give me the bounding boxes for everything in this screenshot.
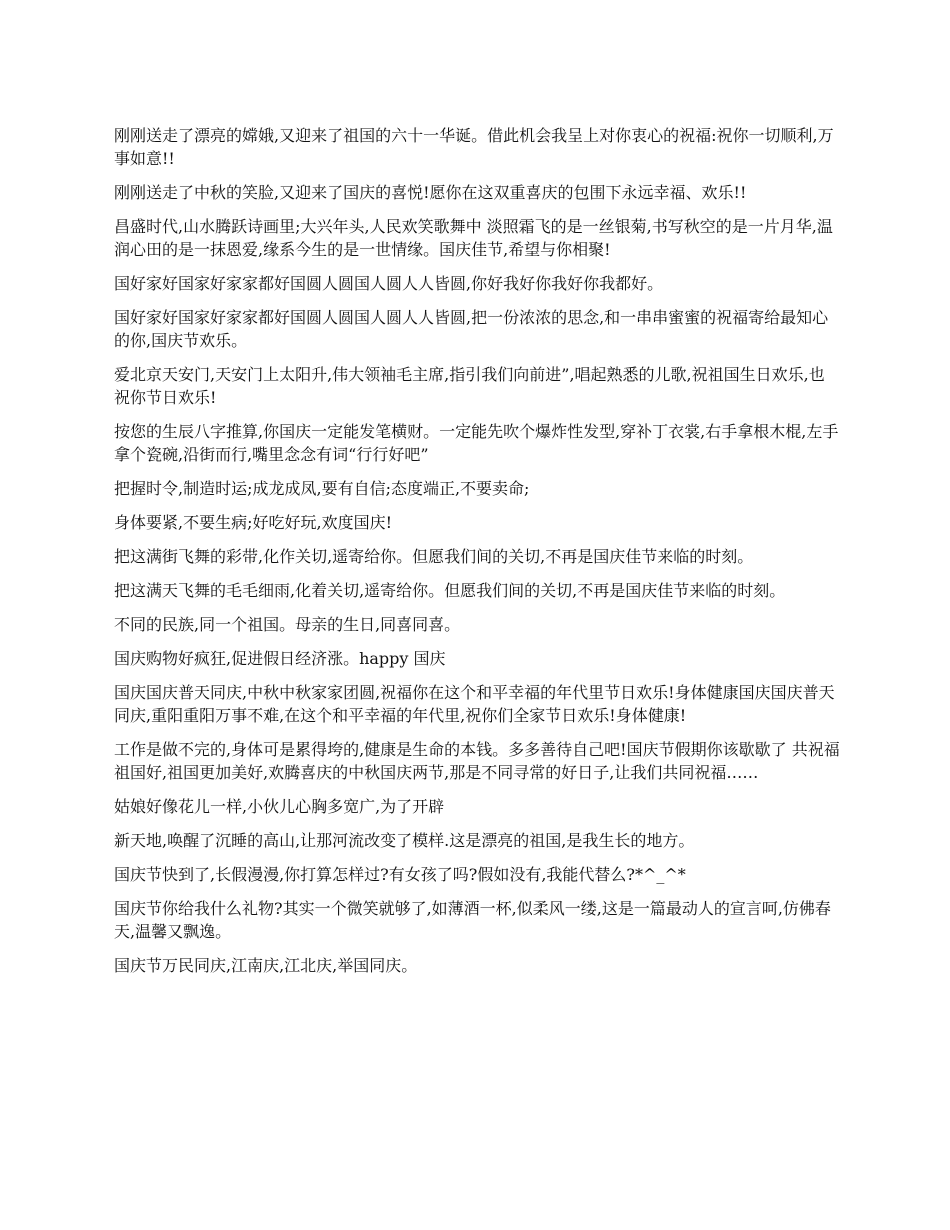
paragraph-2: 刚刚送走了中秋的笑脸,又迎来了国庆的喜悦!愿你在这双重喜庆的包围下永远幸福、欢乐!! [114, 183, 747, 202]
paragraph-14: 国庆国庆普天同庆,中秋中秋家家团圆,祝福你在这个和平幸福的年代里节日欢乐!身体健康国庆国庆普天同庆,重阳重阳万事不难,在这个和平幸福的年代里,祝你们全家节日欢乐!身体健康! [114, 683, 835, 725]
paragraph-7: 按您的生辰八字推算,你国庆一定能发笔横财。一定能先吹个爆炸性发型,穿补丁衣裳,右手拿根木棍,左手拿个瓷碗,沿街而行,嘴里念念有词“行行好吧” [114, 422, 839, 464]
paragraph-18: 国庆节快到了,长假漫漫,你打算怎样过?有女孩了吗?假如没有,我能代替么?*^_^* [114, 865, 686, 884]
paragraph-8: 把握时令,制造时运;成龙成凤,要有自信;态度端正,不要卖命; [114, 479, 530, 498]
paragraph-16: 姑娘好像花儿一样,小伙儿心胸多宽广,为了开辟 [114, 797, 445, 816]
paragraph-11: 把这满天飞舞的毛毛细雨,化着关切,遥寄给你。但愿我们间的关切,不再是国庆佳节来临的时刻。 [114, 581, 786, 600]
paragraph-10: 把这满街飞舞的彩带,化作关切,遥寄给你。但愿我们间的关切,不再是国庆佳节来临的时刻。 [114, 547, 754, 566]
paragraph-9: 身体要紧,不要生病;好吃好玩,欢度国庆! [114, 513, 392, 532]
paragraph-15: 工作是做不完的,身体可是累得垮的,健康是生命的本钱。多多善待自己吧!国庆节假期你该歇歇了 共祝福祖国好,祖国更加美好,欢腾喜庆的中秋国庆两节,那是不同寻常的好日子,让我们共同祝福…… [114, 740, 840, 782]
paragraph-20: 国庆节万民同庆,江南庆,江北庆,举国同庆。 [114, 956, 418, 975]
paragraph-6: 爱北京天安门,天安门上太阳升,伟大领袖毛主席,指引我们向前进”,唱起熟悉的儿歌,祝祖国生日欢乐,也祝你节日欢乐! [114, 365, 825, 407]
document-body [114, 124, 840, 988]
paragraph-12: 不同的民族,同一个祖国。母亲的生日,同喜同喜。 [114, 615, 461, 634]
paragraph-4: 国好家好国家好家家都好国圆人圆国人圆人人皆圆,你好我好你我好你我都好。 [114, 274, 664, 293]
paragraph-1: 刚刚送走了漂亮的嫦娥,又迎来了祖国的六十一华诞。借此机会我呈上对你衷心的祝福:祝你一切顺利,万事如意!! [114, 126, 834, 168]
paragraph-5: 国好家好国家好家家都好国圆人圆国人圆人人皆圆,把一份浓浓的思念,和一串串蜜蜜的祝福寄给最知心的你,国庆节欢乐。 [114, 308, 829, 350]
paragraph-3: 昌盛时代,山水腾跃诗画里;大兴年头,人民欢笑歌舞中 淡照霜飞的是一丝银菊,书写秋空的是一片月华,温润心田的是一抹恩爱,缘系今生的是一世情缘。国庆佳节,希望与你相聚! [114, 217, 833, 259]
paragraph-19: 国庆节你给我什么礼物?其实一个微笑就够了,如薄酒一杯,似柔风一缕,这是一篇最动人的宣言呵,仿佛春天,温馨又飘逸。 [114, 899, 831, 941]
paragraph-13: 国庆购物好疯狂,促进假日经济涨。happy 国庆 [114, 649, 446, 668]
paragraph-17: 新天地,唤醒了沉睡的高山,让那河流改变了模样.这是漂亮的祖国,是我生长的地方。 [114, 831, 695, 850]
